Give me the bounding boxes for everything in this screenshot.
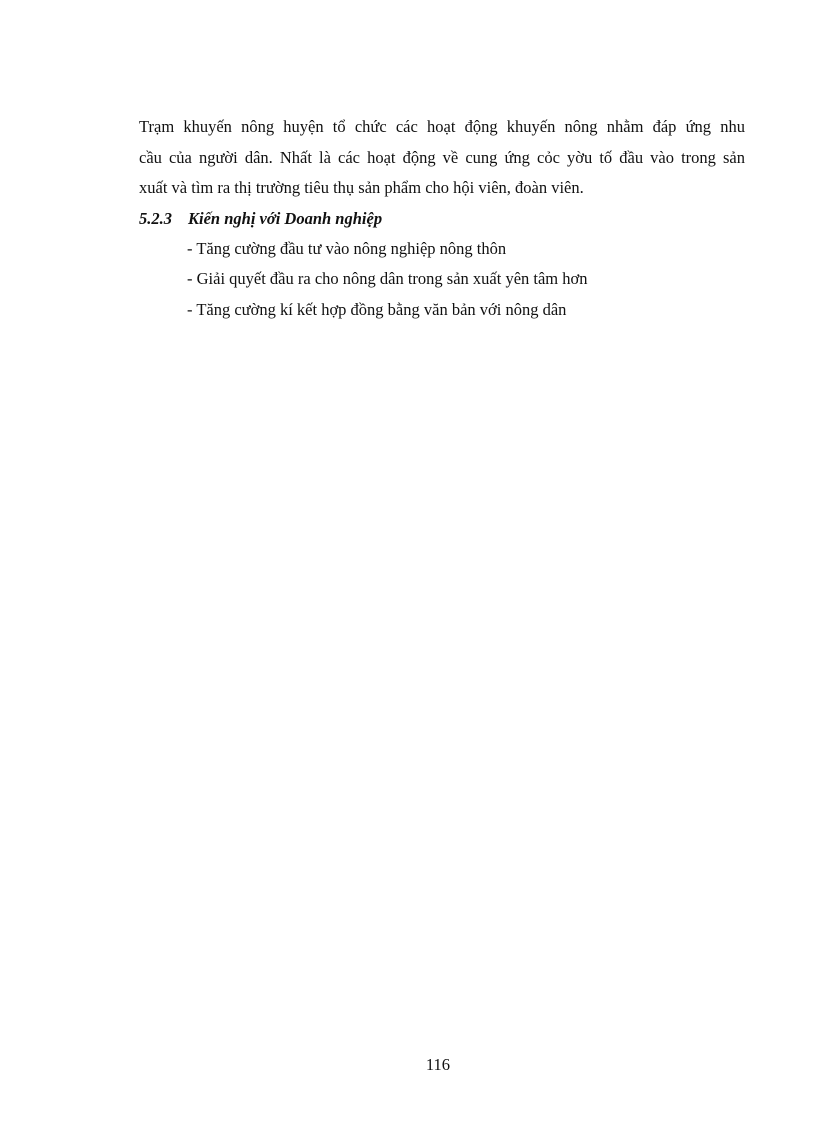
paragraph-line: Trạm khuyến nông huyện tổ chức các hoạt động khuyến nông nhằm đáp ứng nhu (139, 117, 745, 136)
section-heading (139, 204, 745, 234)
list-item: - Tăng cường đầu tư vào nông nghiệp nông thôn (187, 238, 507, 258)
page-number: 116 (425, 1055, 451, 1074)
list-item: - Giải quyết đầu ra cho nông dân trong sản xuất yên tâm hơn (187, 269, 588, 288)
paragraph-line: xuất và tìm ra thị trường tiêu thụ sản phẩm cho hội viên, đoàn viên. (139, 178, 584, 197)
section-number: 5.2.3 (139, 208, 172, 228)
paragraph-line: cầu của người dân. Nhất là các hoạt động về cung ứng cỏc yờu tố đầu vào trong sản (139, 147, 745, 167)
recommendation-list (139, 234, 745, 326)
list-item: - Tăng cường kí kết hợp đồng bằng văn bản với nông dân (187, 299, 567, 319)
page-content (139, 112, 745, 325)
body-paragraph (139, 112, 745, 204)
section-title: Kiến nghị với Doanh nghiệp (188, 208, 383, 228)
